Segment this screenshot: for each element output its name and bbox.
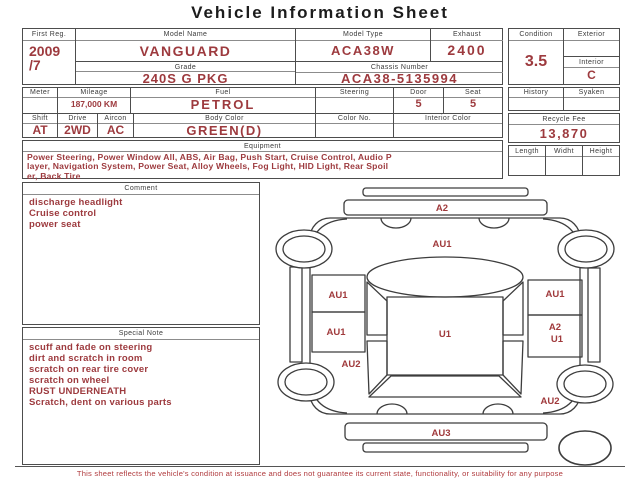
equipment-line: layer, Navigation System, Power Seat, Alloy Wheels, Fog Light, HID Light, Rear Spoil: [27, 161, 389, 172]
steering-label: Steering: [316, 88, 393, 98]
footer-disclaimer: This sheet reflects the vehicle's condition at issuance and does not guarantee its current state, functionality, or suitability for any purpose: [76, 469, 564, 478]
interior-label: Interior: [564, 56, 619, 68]
aircon-value: AC: [106, 124, 125, 137]
body-color-value: GREEN(D): [186, 124, 263, 137]
door-value: 5: [415, 98, 422, 110]
color-no-label: Color No.: [316, 114, 393, 124]
exterior-interior-cell: [564, 29, 619, 84]
damage-label-right-rear-fender: AU2: [540, 396, 560, 407]
interior-value: C: [587, 68, 596, 82]
seat-label: Seat: [444, 88, 502, 98]
drive-value: 2WD: [64, 124, 91, 137]
first-reg-cell: [23, 29, 76, 84]
damage-label-left-front-door: AU1: [328, 290, 348, 301]
special-note-line: scratch on wheel: [29, 375, 110, 386]
model-name-value: VANGUARD: [139, 43, 232, 59]
aircon-cell: [98, 114, 134, 138]
meter-row: [23, 88, 502, 113]
interior-color-label: Interior Color: [394, 114, 502, 124]
spare-tire: [559, 431, 611, 465]
exhaust-label: Exhaust: [431, 29, 503, 41]
drive-label: Drive: [58, 114, 97, 124]
exterior-value: [564, 41, 619, 56]
length-cell: [509, 146, 546, 175]
height-label: Height: [583, 146, 619, 157]
condition-cell: [509, 29, 564, 84]
seat-value: 5: [469, 98, 477, 110]
comment-box: [22, 182, 260, 325]
recycle-fee-label: Recycle Fee: [509, 114, 619, 125]
chassis-label: Chassis Number: [296, 62, 503, 73]
fuel-cell: [131, 88, 316, 113]
special-note-line: RUST UNDERNEATH: [29, 386, 127, 397]
damage-label-roof: U1: [438, 329, 452, 340]
drive-cell: [58, 114, 98, 138]
special-note-line: scratch on rear tire cover: [29, 364, 149, 375]
rear-lower-strip: [363, 443, 528, 452]
syaken-label: Syaken: [564, 88, 619, 98]
equipment-label: Equipment: [23, 141, 502, 152]
damage-label-left-rear-door: AU1: [326, 327, 346, 338]
recycle-fee-value: 13,870: [539, 126, 589, 141]
car-diagram: [265, 185, 640, 468]
left-rocker-panel: [290, 267, 302, 362]
exhaust-value: 2400: [447, 42, 487, 58]
aircon-label: Aircon: [98, 114, 133, 124]
first-reg-month: /7: [29, 57, 41, 73]
fuel-label: Fuel: [131, 88, 315, 98]
meter-cell: [23, 88, 58, 113]
grade-label: Grade: [76, 61, 295, 72]
damage-label-hood: AU1: [432, 239, 452, 250]
shift-cell: [23, 114, 58, 138]
page-title: Vehicle Information Sheet: [191, 3, 449, 22]
color-no-cell: [316, 114, 394, 138]
damage-label-right-rear-door-a2: A2: [548, 322, 562, 333]
grade-value: 240S G PKG: [142, 72, 229, 85]
exterior-label: Exterior: [564, 29, 619, 41]
interior-color-cell: [394, 114, 502, 138]
special-note-text: [23, 340, 259, 410]
length-label: Length: [509, 146, 545, 157]
model-type-cell: [296, 29, 431, 61]
comment-label: Comment: [23, 183, 259, 195]
history-label: History: [509, 88, 563, 98]
mileage-value: 187,000 KM: [70, 99, 118, 109]
door-cell: [394, 88, 444, 113]
comment-line: Cruise control: [29, 208, 97, 219]
shift-value: AT: [32, 124, 48, 137]
dimensions-box: [508, 145, 620, 176]
damage-label-right-front-door: AU1: [545, 289, 565, 300]
meter-label: Meter: [23, 88, 57, 98]
body-color-label: Body Color: [134, 114, 315, 124]
condition-box: [508, 28, 620, 85]
width-cell: [546, 146, 583, 175]
special-note-line: Scratch, dent on various parts: [29, 397, 172, 408]
shift-label: Shift: [23, 114, 57, 124]
body-color-cell: [134, 114, 316, 138]
mileage-cell: [58, 88, 131, 113]
damage-label-right-rear-door-u1: U1: [550, 334, 564, 345]
recycle-fee-box: [508, 113, 620, 143]
history-cell: [509, 88, 564, 110]
model-info-table: [22, 28, 503, 85]
special-note-line: dirt and scratch in room: [29, 353, 143, 364]
damage-label-left-rear-fender: AU2: [341, 359, 361, 370]
comment-line: power seat: [29, 219, 81, 230]
equipment-line: Power Steering, Power Window All, ABS, Air Bag, Push Start, Cruise Control, Audio P: [27, 152, 392, 162]
exhaust-cell: [431, 29, 503, 61]
syaken-cell: [564, 88, 619, 110]
type-chassis-col: [296, 29, 503, 84]
seat-cell: [444, 88, 502, 113]
front-grille-strip: [363, 188, 528, 196]
shift-row: [23, 113, 502, 137]
condition-label: Condition: [509, 29, 563, 41]
width-label: Widht: [546, 146, 582, 157]
condition-value: 3.5: [524, 53, 548, 70]
history-box: [508, 87, 620, 111]
equipment-line: er, Back Tire: [27, 170, 81, 181]
steering-cell: [316, 88, 394, 113]
damage-label-rear-bumper: AU3: [431, 428, 451, 439]
footer-divider: [15, 466, 625, 467]
fuel-value: PETROL: [190, 98, 256, 112]
door-label: Door: [394, 88, 443, 98]
chassis-value: ACA38-5135994: [340, 73, 459, 85]
special-note-label: Special Note: [23, 328, 259, 340]
chassis-cell: [296, 61, 503, 84]
first-reg-year: 2009: [29, 43, 61, 59]
equipment-box: [22, 140, 503, 179]
model-type-value: ACA38W: [331, 43, 395, 58]
height-cell: [583, 146, 619, 175]
special-note-line: scuff and fade on steering: [29, 342, 153, 353]
first-reg-label: First Reg.: [23, 29, 75, 41]
meter-shift-table: [22, 87, 503, 138]
model-name-col: [76, 29, 296, 84]
special-note-box: [22, 327, 260, 465]
mileage-label: Mileage: [58, 88, 130, 98]
right-rocker-panel: [588, 268, 600, 362]
damage-label-front-bumper: A2: [435, 203, 449, 214]
model-name-label: Model Name: [76, 29, 295, 41]
comment-line: discharge headlight: [29, 197, 123, 208]
model-type-label: Model Type: [296, 29, 430, 41]
equipment-text: [23, 152, 502, 182]
comment-text: [23, 195, 259, 232]
